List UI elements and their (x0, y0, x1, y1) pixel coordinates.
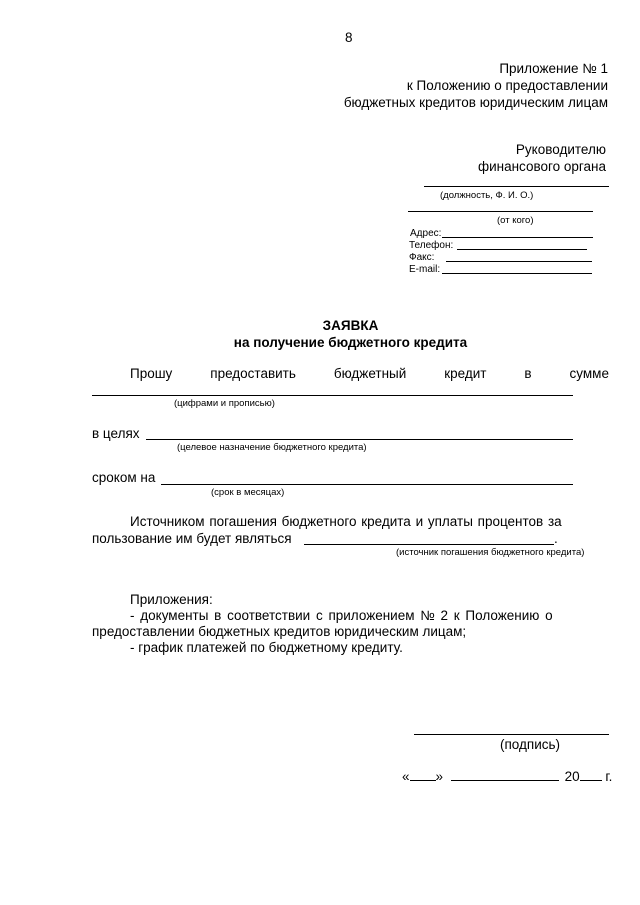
appendix-header (344, 60, 608, 111)
request-word-1: Прошу (130, 366, 173, 381)
email-label: E-mail: (409, 264, 441, 275)
term-field[interactable] (161, 484, 573, 485)
year-suffix: г. (605, 769, 613, 784)
term-hint: (срок в месяцах) (211, 487, 285, 498)
purpose-hint: (целевое назначение бюджетного кредита) (177, 442, 367, 453)
date-line (402, 768, 612, 784)
phone-field[interactable] (457, 249, 587, 250)
source-line-2-text: пользование им будет являться (92, 531, 292, 546)
address-field[interactable] (442, 237, 593, 238)
position-hint: (должность, Ф. И. О.) (440, 190, 534, 201)
year-field[interactable] (580, 768, 602, 781)
attachment-item-2: - график платежей по бюджетному кредиту. (130, 640, 403, 655)
address-label: Адрес: (410, 228, 442, 239)
attachments-heading: Приложения: (130, 592, 213, 607)
addressee-block (478, 141, 606, 175)
purpose-label: в целях (92, 426, 140, 441)
request-word-5: в (524, 366, 532, 381)
date-close-quote: » (435, 769, 444, 784)
amount-hint: (цифрами и прописью) (174, 398, 275, 409)
day-field[interactable] (410, 768, 436, 781)
request-word-4: кредит (444, 366, 487, 381)
from-hint: (от кого) (497, 215, 534, 226)
title-line-2: на получение бюджетного кредита (233, 335, 468, 350)
appendix-line-1: Приложение № 1 (499, 61, 608, 76)
addressee-line-2: финансового органа (477, 159, 606, 174)
request-word-6: сумме (569, 366, 609, 381)
request-word-3: бюджетный (333, 366, 407, 381)
year-prefix: 20 (564, 769, 580, 784)
term-label: сроком на (92, 470, 156, 485)
title-line-1: ЗАЯВКА (322, 318, 379, 333)
fax-field[interactable] (446, 261, 592, 262)
purpose-field[interactable] (146, 439, 573, 440)
fax-label: Факс: (409, 252, 435, 263)
month-field[interactable] (451, 768, 559, 781)
source-hint: (источник погашения бюджетного кредита) (396, 547, 585, 558)
source-line-1: Источником погашения бюджетного кредита и уплаты процентов за (130, 514, 562, 529)
page-number: 8 (345, 30, 353, 45)
addressee-line-1: Руководителю (515, 142, 606, 157)
signature-field[interactable] (414, 734, 609, 735)
phone-label: Телефон: (409, 240, 454, 251)
source-period: . (554, 531, 558, 546)
attachment-item-1-line-1: - документы в соответствии с приложением № 2 к Положению о (130, 608, 553, 623)
from-field[interactable] (408, 211, 593, 212)
email-field[interactable] (442, 273, 592, 274)
appendix-line-2: к Положению о предоставлении (406, 78, 608, 93)
position-field[interactable] (424, 186, 609, 187)
signature-hint: (подпись) (500, 737, 561, 752)
request-word-2: предоставить (210, 366, 296, 381)
source-line-2 (92, 531, 292, 546)
request-line (130, 366, 609, 381)
document-title (92, 317, 609, 351)
amount-field[interactable] (92, 395, 573, 396)
date-open-quote: « (402, 769, 410, 784)
source-field[interactable] (304, 544, 554, 545)
appendix-line-3: бюджетных кредитов юридическим лицам (343, 95, 608, 110)
attachment-item-1-line-2: предоставлении бюджетных кредитов юридическим лицам; (92, 624, 467, 639)
